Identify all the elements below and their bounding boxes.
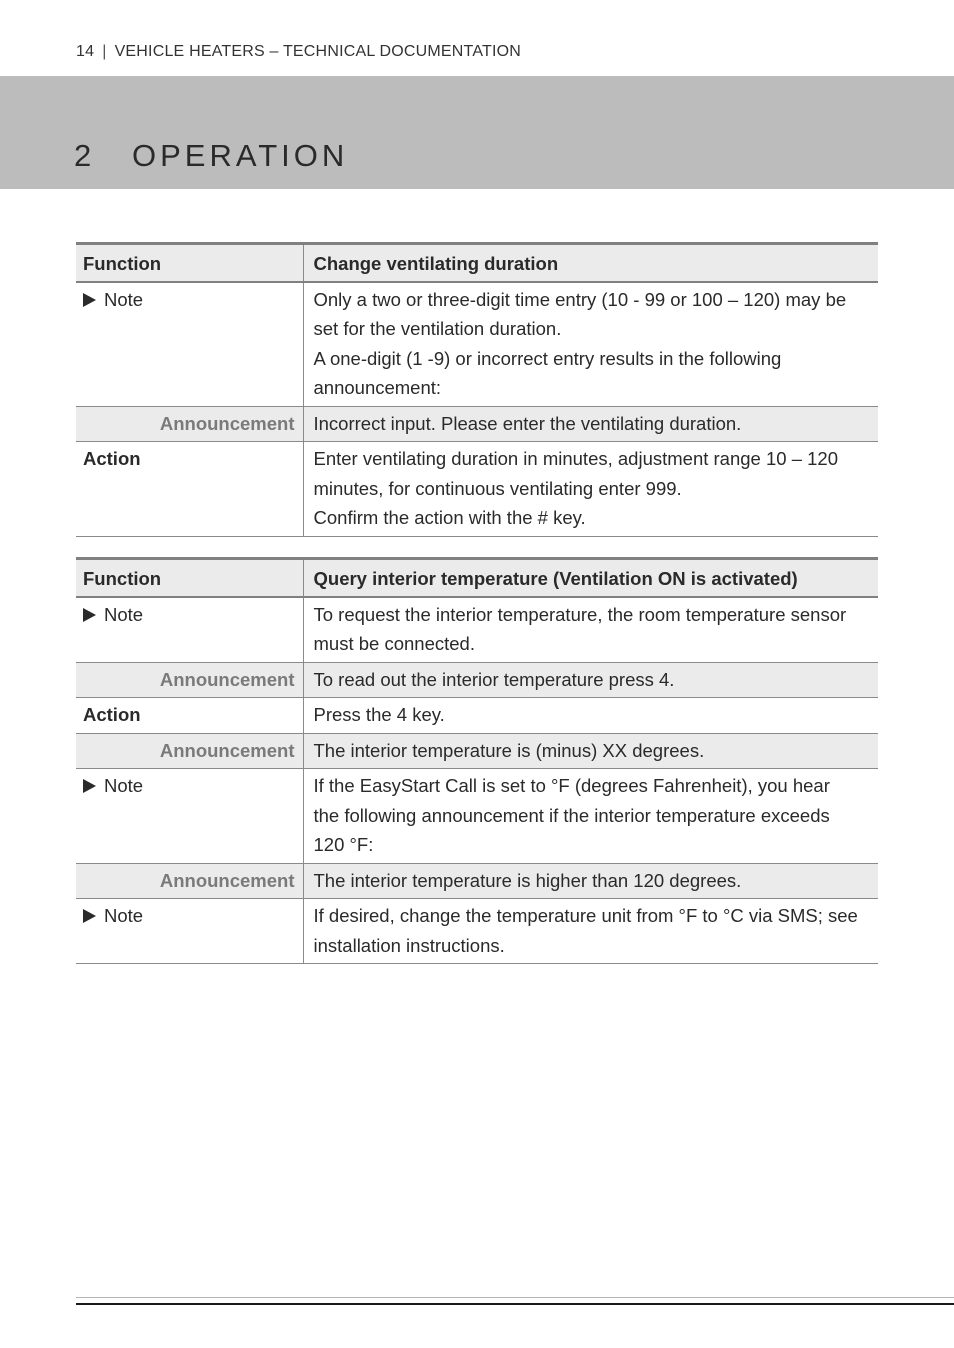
document-title: VEHICLE HEATERS – TECHNICAL DOCUMENTATION	[114, 43, 522, 60]
note-label: Note	[104, 288, 144, 310]
announcement-text-cell	[303, 406, 878, 442]
text-line: set for the ventilation duration.	[313, 318, 562, 339]
function-name: Query interior temperature (Ventilation ON is activated)	[303, 559, 878, 597]
text-line: The interior temperature is higher than 120 degrees.	[313, 869, 742, 891]
note-label-cell	[76, 769, 303, 864]
text-line: If desired, change the temperature unit from °F to °C via SMS; see	[313, 905, 858, 926]
action-label: Action	[76, 442, 303, 537]
announcement-text-cell	[303, 863, 878, 899]
text-line: To read out the interior temperature press 4.	[313, 668, 675, 690]
announcement-label: Announcement	[76, 733, 303, 769]
announcement-label: Announcement	[76, 662, 303, 698]
function-name: Change ventilating duration	[303, 244, 878, 282]
note-text-cell	[303, 899, 878, 964]
note-row	[76, 899, 878, 964]
action-row	[76, 442, 878, 537]
text-line: must be connected.	[313, 633, 475, 654]
chapter-heading	[74, 138, 348, 174]
running-header	[76, 43, 521, 61]
function-label: Function	[76, 244, 303, 282]
text-line: Confirm the action with the # key.	[313, 507, 586, 528]
text-line: Press the 4 key.	[313, 704, 445, 725]
text-line: Enter ventilating duration in minutes, adjustment range 10 – 120	[313, 448, 838, 469]
text-line: Only a two or three-digit time entry (10 - 99 or 100 – 120) may be	[313, 288, 847, 310]
page-number: 14	[76, 43, 95, 60]
action-text-cell	[303, 442, 878, 537]
announcement-row	[76, 662, 878, 698]
text-line: installation instructions.	[313, 934, 505, 956]
note-label: Note	[104, 603, 144, 625]
text-line: 120 °F:	[313, 834, 374, 855]
footer-rule	[76, 1297, 954, 1298]
text-line: minutes, for continuous ventilating enter 999.	[313, 477, 682, 499]
announcement-label: Announcement	[76, 863, 303, 899]
text-line: the following announcement if the interior temperature exceeds	[313, 804, 830, 826]
table-header-row	[76, 559, 878, 597]
text-line: Incorrect input. Please enter the ventilating duration.	[313, 412, 742, 434]
text-line: A one-digit (1 -9) or incorrect entry results in the following	[313, 347, 782, 369]
announcement-row	[76, 863, 878, 899]
function-table-interior-temperature	[76, 557, 878, 964]
note-text-cell	[303, 282, 878, 407]
action-text-cell	[303, 698, 878, 734]
header-separator: |	[102, 43, 107, 60]
note-label-cell	[76, 597, 303, 663]
arrow-right-icon	[83, 909, 96, 923]
action-row	[76, 698, 878, 734]
arrow-right-icon	[83, 608, 96, 622]
note-text-cell	[303, 597, 878, 663]
note-row	[76, 282, 878, 407]
announcement-row	[76, 406, 878, 442]
function-label: Function	[76, 559, 303, 597]
arrow-right-icon	[83, 293, 96, 307]
note-row	[76, 597, 878, 663]
chapter-number: 2	[74, 138, 96, 173]
note-label-cell	[76, 282, 303, 407]
text-line: If the EasyStart Call is set to °F (degrees Fahrenheit), you hear	[313, 775, 830, 796]
note-label: Note	[104, 905, 144, 926]
note-text-cell	[303, 769, 878, 864]
function-table-ventilating-duration	[76, 242, 878, 537]
text-line: The interior temperature is (minus) XX degrees.	[313, 739, 705, 761]
footer-rule	[76, 1303, 954, 1305]
arrow-right-icon	[83, 779, 96, 793]
announcement-text-cell	[303, 662, 878, 698]
announcement-row	[76, 733, 878, 769]
action-label: Action	[76, 698, 303, 734]
announcement-text-cell	[303, 733, 878, 769]
text-line: announcement:	[313, 377, 442, 398]
announcement-label: Announcement	[76, 406, 303, 442]
note-row	[76, 769, 878, 864]
note-label-cell	[76, 899, 303, 964]
note-label: Note	[104, 775, 144, 796]
chapter-title: OPERATION	[132, 138, 349, 173]
table-header-row	[76, 244, 878, 282]
text-line: To request the interior temperature, the room temperature sensor	[313, 603, 847, 625]
